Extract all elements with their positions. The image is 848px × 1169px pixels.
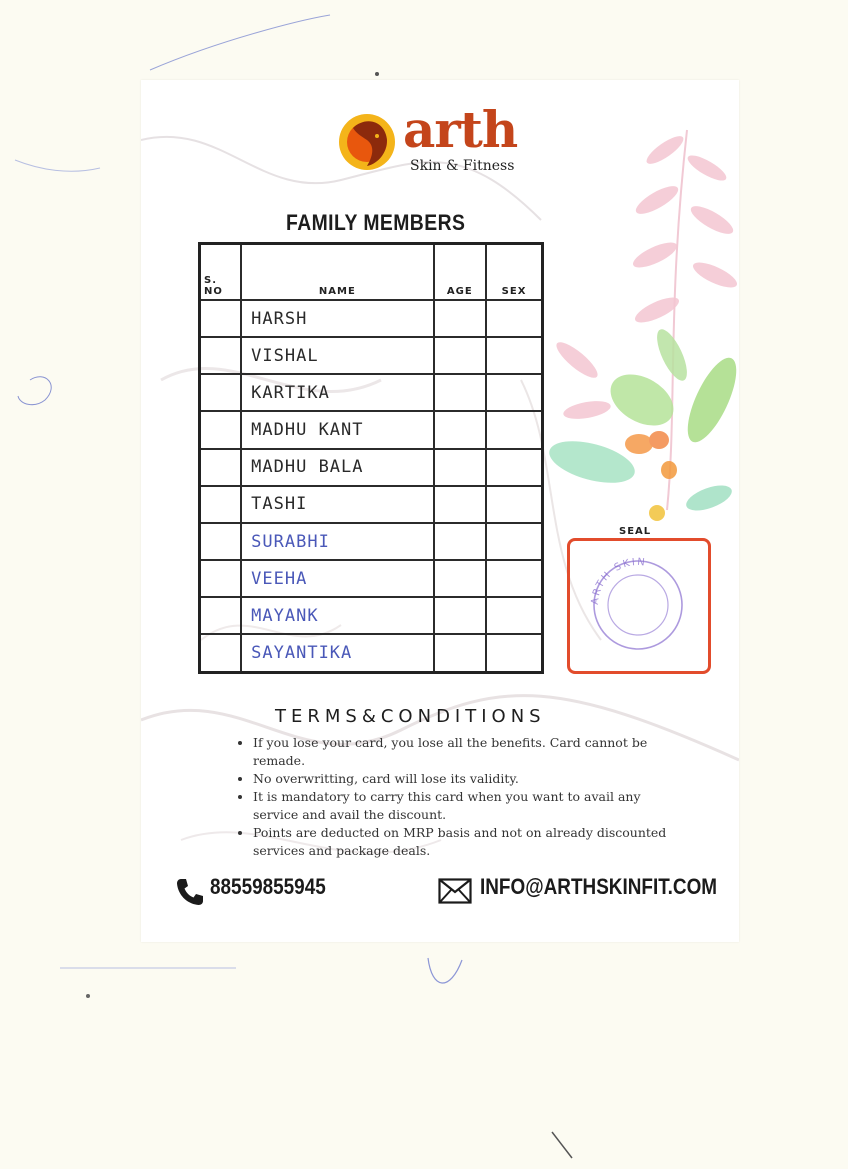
row-name-cell: MADHU KANT xyxy=(241,411,433,448)
row-name-cell: VISHAL xyxy=(241,337,433,374)
row-age-cell xyxy=(434,597,487,634)
seal-label: SEAL xyxy=(619,526,652,537)
terms-item: • Points are deducted on MRP basis and not on already discounted services and package deals. xyxy=(253,824,673,860)
row-sno-cell xyxy=(200,300,242,337)
brand-logo xyxy=(337,100,547,180)
row-age-cell xyxy=(434,411,487,448)
table-row xyxy=(200,300,543,337)
row-age-cell xyxy=(434,449,487,486)
row-sex-cell xyxy=(486,634,542,672)
stamp-text: ARTH SKIN xyxy=(589,556,648,606)
row-sex-cell xyxy=(486,597,542,634)
brand-name: arth xyxy=(403,100,518,159)
table-row xyxy=(200,486,543,523)
row-sex-cell xyxy=(486,300,542,337)
col-header-name: NAME xyxy=(241,244,433,301)
terms-list xyxy=(233,734,673,860)
floral-decoration xyxy=(547,110,739,530)
col-header-sno: S. NO xyxy=(200,244,242,301)
row-sex-cell xyxy=(486,374,542,411)
row-sex-cell xyxy=(486,523,542,560)
row-sno-cell xyxy=(200,523,242,560)
row-age-cell xyxy=(434,560,487,597)
row-sno-cell xyxy=(200,374,242,411)
table-row xyxy=(200,337,543,374)
phone-icon xyxy=(174,876,206,908)
row-sex-cell xyxy=(486,486,542,523)
sun-face-logo-mark xyxy=(337,106,407,180)
row-sno-cell xyxy=(200,411,242,448)
table-body xyxy=(200,300,543,673)
row-age-cell xyxy=(434,523,487,560)
table-header-row xyxy=(200,244,543,301)
row-name-cell: HARSH xyxy=(241,300,433,337)
envelope-icon xyxy=(438,878,472,904)
table-row xyxy=(200,560,543,597)
seal-box xyxy=(567,538,711,674)
terms-item: • It is mandatory to carry this card when you want to avail any service and avail the discount. xyxy=(253,788,673,824)
row-sno-cell xyxy=(200,560,242,597)
row-sno-cell xyxy=(200,597,242,634)
row-sex-cell xyxy=(486,411,542,448)
row-sno-cell xyxy=(200,337,242,374)
membership-card xyxy=(141,80,739,942)
table-row xyxy=(200,523,543,560)
terms-title: TERMS&CONDITIONS xyxy=(275,706,546,727)
table-row xyxy=(200,634,543,672)
row-age-cell xyxy=(434,634,487,672)
row-sno-cell xyxy=(200,634,242,672)
row-name-cell: TASHI xyxy=(241,486,433,523)
row-sex-cell xyxy=(486,560,542,597)
row-age-cell xyxy=(434,300,487,337)
table-row xyxy=(200,374,543,411)
row-name-cell: KARTIKA xyxy=(241,374,433,411)
row-name-cell: MADHU BALA xyxy=(241,449,433,486)
svg-text:ARTH SKIN xyxy=(590,557,647,606)
company-stamp xyxy=(582,549,694,661)
row-age-cell xyxy=(434,337,487,374)
row-name-cell: SAYANTIKA xyxy=(241,634,433,672)
family-members-table xyxy=(198,242,544,674)
family-members-title: FAMILY MEMBERS xyxy=(286,210,466,235)
email-address[interactable]: INFO@ARTHSKINFIT.COM xyxy=(480,874,718,899)
row-age-cell xyxy=(434,374,487,411)
phone-number[interactable]: 88559855945 xyxy=(210,874,326,899)
terms-item: • If you lose your card, you lose all the benefits. Card cannot be remade. xyxy=(253,734,673,770)
row-sex-cell xyxy=(486,337,542,374)
row-name-cell: SURABHI xyxy=(241,523,433,560)
col-header-age: AGE xyxy=(434,244,487,301)
table-row xyxy=(200,449,543,486)
row-name-cell: VEEHA xyxy=(241,560,433,597)
table-row xyxy=(200,411,543,448)
row-sex-cell xyxy=(486,449,542,486)
row-name-cell: MAYANK xyxy=(241,597,433,634)
row-sno-cell xyxy=(200,486,242,523)
row-sno-cell xyxy=(200,449,242,486)
table-row xyxy=(200,597,543,634)
row-age-cell xyxy=(434,486,487,523)
col-header-sex: SEX xyxy=(486,244,542,301)
brand-tagline: Skin & Fitness xyxy=(410,158,515,174)
terms-item: • No overwritting, card will lose its validity. xyxy=(253,770,673,788)
